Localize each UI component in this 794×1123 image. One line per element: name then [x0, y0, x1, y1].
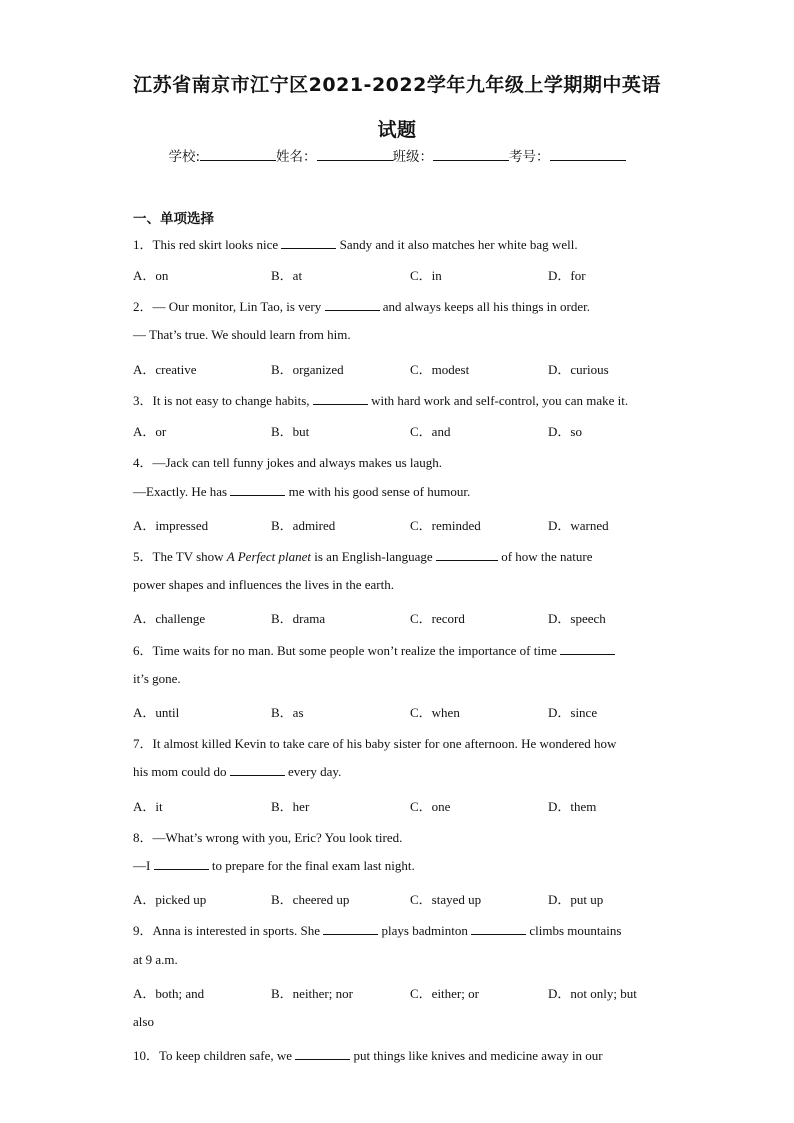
option-a: A．on: [133, 268, 169, 283]
name-blank[interactable]: [317, 148, 393, 161]
option-c: C．when: [410, 705, 460, 720]
option-d: D．put up: [548, 892, 604, 907]
question-7-line-2: his mom could do every day.: [133, 764, 342, 779]
section-title: 一、单项选择: [133, 211, 214, 227]
answer-blank: [325, 299, 380, 311]
answer-blank: [230, 764, 285, 776]
exam-title-line1: 江苏省南京市江宁区2021-2022学年九年级上学期期中英语: [133, 74, 661, 96]
question-5-line-1: 5．The TV show A Perfect planet is an English-language of how the nature: [133, 549, 593, 564]
exam-no-label: 考号：: [509, 149, 550, 165]
option-d: D．curious: [548, 362, 609, 377]
question-9-line-2: at 9 a.m.: [133, 952, 178, 967]
exam-no-blank[interactable]: [550, 148, 626, 161]
option-a: A．or: [133, 424, 167, 439]
answer-blank: [230, 484, 285, 496]
option-d: D．not only; but: [548, 986, 637, 1001]
exam-title-line2: 试题: [377, 119, 417, 141]
option-c: C．and: [410, 424, 451, 439]
option-c: C．one: [410, 799, 451, 814]
option-c: C．stayed up: [410, 892, 482, 907]
question-8-line-1: 8．—What’s wrong with you, Eric? You look tired.: [133, 830, 403, 845]
answer-blank: [313, 393, 368, 405]
answer-blank: [323, 923, 378, 935]
option-c: C．modest: [410, 362, 470, 377]
option-a: A．it: [133, 799, 163, 814]
option-b: B．admired: [271, 518, 336, 533]
option-b: B．but: [271, 424, 310, 439]
option-d: D．warned: [548, 518, 609, 533]
school-label: 学校:: [168, 149, 201, 165]
question-1-line-1: 1．This red skirt looks nice Sandy and it also matches her white bag well.: [133, 237, 578, 252]
option-d: D．them: [548, 799, 597, 814]
answer-blank: [295, 1048, 350, 1060]
option-a: A．challenge: [133, 611, 206, 626]
option-b: B．organized: [271, 362, 344, 377]
answer-blank: [560, 643, 615, 655]
question-6-line-1: 6．Time waits for no man. But some people won’t realize the importance of time: [133, 640, 615, 659]
option-b: B．at: [271, 268, 303, 283]
question-8-line-2: —I to prepare for the final exam last night.: [133, 858, 415, 873]
show-title: A Perfect planet: [226, 549, 312, 564]
option-d: D．speech: [548, 611, 606, 626]
answer-blank: [436, 549, 498, 561]
class-label: 班级：: [392, 149, 434, 165]
answer-blank: [154, 858, 209, 870]
school-blank[interactable]: [200, 148, 276, 161]
option-c: C．record: [410, 611, 465, 626]
option-b: B．cheered up: [271, 892, 350, 907]
option-b: B．as: [271, 705, 304, 720]
answer-blank: [281, 237, 336, 249]
option-a: A．until: [133, 705, 180, 720]
question-6-line-2: it’s gone.: [133, 671, 181, 686]
option-d-wrap: also: [133, 1014, 154, 1029]
option-d: D．since: [548, 705, 598, 720]
option-b: B．neither; nor: [271, 986, 353, 1001]
option-a: A．creative: [133, 362, 197, 377]
student-info-line: [0, 145, 794, 165]
question-7-line-1: 7．It almost killed Kevin to take care of his baby sister for one afternoon. He wondered how: [133, 736, 617, 751]
answer-blank: [471, 923, 526, 935]
option-a: A．impressed: [133, 518, 209, 533]
option-b: B．drama: [271, 611, 326, 626]
question-5-line-2: power shapes and influences the lives in the earth.: [133, 577, 394, 592]
name-label: 姓名：: [276, 149, 317, 165]
option-c: C．in: [410, 268, 442, 283]
question-3-line-1: 3．It is not easy to change habits, with hard work and self-control, you can make it.: [133, 393, 629, 408]
question-4-line-1: 4．—Jack can tell funny jokes and always makes us laugh.: [133, 455, 443, 470]
option-d: D．for: [548, 268, 586, 283]
question-2-line-1: 2．— Our monitor, Lin Tao, is very and always keeps all his things in order.: [133, 299, 591, 314]
question-9-line-1: 9．Anna is interested in sports. She plays badminton climbs mountains: [133, 923, 622, 938]
question-4-line-2: —Exactly. He has me with his good sense of humour.: [133, 484, 471, 499]
option-a: A．both; and: [133, 986, 205, 1001]
option-d: D．so: [548, 424, 582, 439]
class-blank[interactable]: [433, 148, 509, 161]
option-a: A．picked up: [133, 892, 207, 907]
option-c: C．reminded: [410, 518, 481, 533]
option-c: C．either; or: [410, 986, 479, 1001]
question-2-line-2: — That’s true. We should learn from him.: [133, 327, 351, 342]
option-b: B．her: [271, 799, 310, 814]
question-10-line-1: 10．To keep children safe, we put things like knives and medicine away in our: [133, 1048, 603, 1063]
